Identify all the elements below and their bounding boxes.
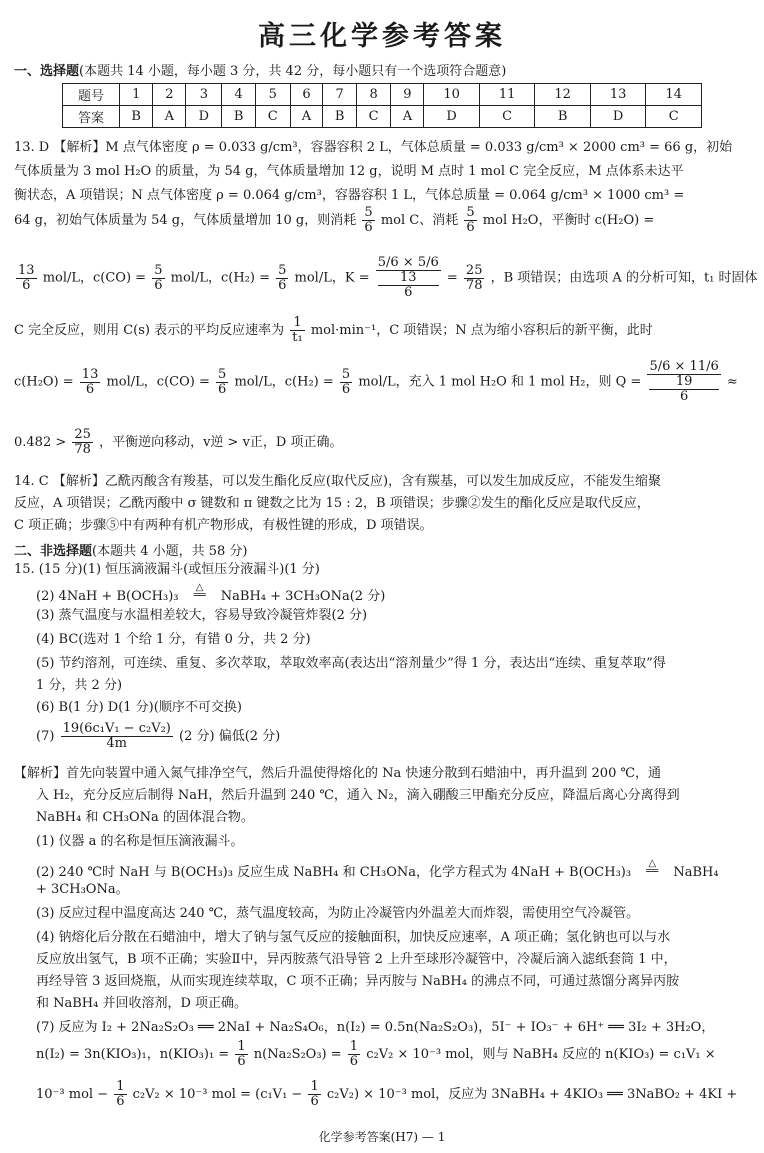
q15-analysis-1: 【解析】首先向装置中通入氮气排净空气，然后升温使得熔化的 Na 快速分散到石蜡油中，再升温到 200 ℃，通	[14, 766, 662, 781]
q15-analysis-6: + 3CH₃ONa。	[36, 882, 129, 897]
answer-cell: A	[290, 106, 323, 128]
q15-analysis-4: (1) 仪器 a 的名称是恒压滴液漏斗。	[36, 834, 244, 849]
q15-line-1: 15. (15 分)(1) 恒压滴液漏斗(或恒压分液漏斗)(1 分)	[14, 562, 320, 577]
question-number-cell: 2	[153, 84, 186, 106]
page-title: 高三化学参考答案	[258, 21, 506, 52]
question-number-cell: 6	[290, 84, 323, 106]
section-1-heading: 一、选择题(本题共 14 小题，每小题 3 分，共 42 分，每小题只有一个选项符合题意)	[14, 64, 507, 79]
answer-cell: B	[222, 106, 255, 128]
question-number-cell: 12	[535, 84, 591, 106]
q14-line-1: 14. C 【解析】乙酰丙酸含有羧基，可以发生酯化反应(取代反应)，含有羰基，可以发生加成反应，不能发生缩聚	[14, 474, 662, 489]
fraction: $\frac{1}{6}$	[237, 1039, 246, 1069]
question-number-cell: 4	[222, 84, 255, 106]
q15-line-5: (5) 节约溶剂，可连续、重复、多次萃取，萃取效率高(表达出“溶剂量少”得 1 分，表达出“连续、重复萃取”得	[36, 656, 666, 671]
q13-line-2: 气体质量为 3 mol H₂O 的质量，为 54 g，气体质量增加 12 g，说明 M 点时 1 mol C 完全反应，M 点体系未达平	[14, 164, 684, 179]
fraction: $\frac{\text{19(6c₁V₁ − c₂V₂)}}{4m}$	[62, 721, 171, 751]
fraction: $\frac{1}{6}$	[310, 1079, 319, 1109]
fraction: $\frac{25}{78}$	[74, 427, 91, 457]
q15-analysis-5: (2) 240 ℃时 NaH 与 B(OCH₃)₃ 反应生成 NaBH₄ 和 CH₃ONa，化学方程式为 4NaH + B(OCH₃)₃ △ ══ NaBH₄	[36, 858, 719, 880]
q15-analysis-8: (4) 钠熔化后分散在石蜡油中，增大了钠与氢气反应的接触面积，加快反应速率，A 项正确；氢化钠也可以与水	[36, 930, 671, 945]
q13-line-6: C 完全反应，则用 C(s) 表示的平均反应速率为 $\frac{1}{\text{t₁}}$ mol·min⁻¹，C 项错误；N 点为缩小容积后的新平衡，此时	[14, 315, 653, 345]
answer-cell: D	[186, 106, 222, 128]
answer-cell: B	[120, 106, 153, 128]
section-2-heading: 二、非选择题(本题共 4 小题，共 58 分)	[14, 544, 248, 559]
fraction: $\frac{5}{6}$	[278, 262, 287, 293]
question-number-cell: 1	[120, 84, 153, 106]
fraction: $\frac{5}{6}$	[341, 366, 351, 397]
question-number-cell: 11	[479, 84, 535, 106]
q15-line-6: 1 分，共 2 分)	[36, 678, 123, 693]
q15-analysis-9: 反应放出氢气，B 项不正确；实验Ⅱ中，异丙胺蒸气沿导管 2 上升至球形冷凝管中，冷凝后滴入滤纸套筒 1 中，	[36, 952, 677, 967]
q15-line-8: (7) $\frac{\text{19(6c₁V₁ − c₂V₂)}}{4m}$ (2 分) 偏低(2 分)	[36, 721, 281, 751]
fraction: $\frac{25}{78}$	[465, 262, 483, 293]
question-number-cell: 5	[255, 84, 290, 106]
question-number-cell: 14	[646, 84, 702, 106]
row-label-question: 题号	[63, 84, 120, 106]
q15-line-3: (3) 蒸气温度与水温相差较大，容易导致冷凝管炸裂(2 分)	[36, 608, 368, 623]
answer-table	[62, 83, 702, 128]
fraction: $\frac{13}{6}$	[81, 366, 99, 397]
question-number-cell: 9	[391, 84, 424, 106]
fraction: $\frac{1}{\text{t₁}}$	[292, 315, 303, 345]
fraction: 5/6 × 5/6 13 6	[377, 255, 439, 300]
q15-analysis-3: NaBH₄ 和 CH₃ONa 的固体混合物。	[36, 810, 254, 825]
q15-analysis-13: n(I₂) = 3n(KIO₃)₁，n(KIO₃)₁ = $\frac{1}{6}$ n(Na₂S₂O₃) = $\frac{1}{6}$ c₂V₂ × 10⁻³ mol，则与 NaBH₄ 反应的 n(KIO₃) = c₁V₁ ×	[36, 1039, 716, 1069]
answer-cell: D	[590, 106, 646, 128]
q15-analysis-11: 和 NaBH₄ 并回收溶剂，D 项正确。	[36, 996, 248, 1011]
answer-row	[63, 106, 702, 128]
q15-line-4: (4) BC(选对 1 个给 1 分，有错 0 分，共 2 分)	[36, 632, 311, 647]
section-1-note: (本题共 14 小题，每小题 3 分，共 42 分，每小题只有一个选项符合题意)	[79, 64, 507, 79]
fraction: $\frac{13}{6}$	[18, 262, 35, 293]
answer-cell: D	[424, 106, 480, 128]
question-number-cell: 3	[186, 84, 222, 106]
question-number-cell: 10	[424, 84, 480, 106]
question-number-cell: 7	[323, 84, 356, 106]
q13-line-1: 13. D 【解析】M 点气体密度 ρ = 0.033 g/cm³，容器容积 2 L，气体总质量 = 0.033 g/cm³ × 2000 cm³ = 66 g，初始	[14, 140, 733, 155]
answer-cell: C	[356, 106, 391, 128]
question-number-cell: 8	[356, 84, 391, 106]
page-footer: 化学参考答案(H7) — 1	[318, 1130, 446, 1144]
answer-cell: B	[535, 106, 591, 128]
section-2-note: (本题共 4 小题，共 58 分)	[92, 544, 248, 559]
fraction: 5/6 × 11/6 19 6	[649, 359, 719, 404]
q15-analysis-14: 10⁻³ mol − $\frac{1}{6}$ c₂V₂ × 10⁻³ mol = (c₁V₁ − $\frac{1}{6}$ c₂V₂) × 10⁻³ mol，反应为 3NaBH₄ + 4KIO₃ ══ 3NaBO₂ + 4KI +	[36, 1079, 738, 1109]
q14-line-3: C 项正确；步骤⑤中有两种有机产物形成，有极性键的形成，D 项错误。	[14, 518, 433, 533]
q15-analysis-2: 入 H₂，充分反应后制得 NaH，然后升温到 240 ℃，通入 N₂，滴入硼酸三甲酯充分反应，降温后离心分离得到	[36, 788, 680, 803]
q15-analysis-7: (3) 反应过程中温度高达 240 ℃，蒸气温度较高，为防止冷凝管内外温差大而炸裂，需使用空气冷凝管。	[36, 906, 640, 921]
fraction: $\frac{5}{6}$	[364, 205, 373, 235]
fraction: $\frac{1}{6}$	[349, 1039, 359, 1069]
fraction: $\frac{5}{6}$	[218, 366, 227, 397]
answer-cell: C	[646, 106, 702, 128]
q15-analysis-12: (7) 反应为 I₂ + 2Na₂S₂O₃ ══ 2NaI + Na₂S₄O₆，n(I₂) = 0.5n(Na₂S₂O₃)，5I⁻ + IO₃⁻ + 6H⁺ ══ 3I₂ + 3H₂O，	[36, 1020, 715, 1035]
fraction: $\frac{5}{6}$	[466, 205, 475, 235]
q13-line-8: 0.482 > $\frac{25}{78}$ ，平衡逆向移动，v逆 > v正，D 项正确。	[14, 427, 343, 457]
fraction: $\frac{5}{6}$	[154, 262, 163, 293]
question-number-row	[63, 84, 702, 106]
q15-analysis-10: 再经导管 3 返回烧瓶，从而实现连续萃取，C 项不正确；异丙胺与 NaBH₄ 的沸点不同，可通过蒸馏分离异丙胺	[36, 974, 680, 989]
answer-cell: C	[255, 106, 290, 128]
q15-line-7: (6) B(1 分) D(1 分)(顺序不可交换)	[36, 700, 242, 715]
question-number-cell: 13	[590, 84, 646, 106]
heat-condition-arrow: △ ══	[193, 582, 206, 601]
answer-cell: B	[323, 106, 356, 128]
q13-line-3: 衡状态，A 项错误；N 点气体密度 ρ = 0.064 g/cm³，容器容积 1 L，气体总质量 = 0.064 g/cm³ × 1000 cm³ =	[14, 188, 685, 203]
answer-cell: A	[153, 106, 186, 128]
heat-condition-arrow: △ ══	[646, 858, 659, 877]
q13-line-7: c(H₂O) = $\frac{13}{6}$ mol/L，c(CO) = $\frac{5}{6}$ mol/L，c(H₂) = $\frac{5}{6}$ mol/L，充入 1 mol H₂O 和 1 mol H₂，则 Q = 5/6 × 11/6 19 6 ≈	[14, 359, 738, 404]
q15-line-2: (2) 4NaH + B(OCH₃)₃ △ ══ NaBH₄ + 3CH₃ONa(2 分)	[36, 582, 386, 604]
row-label-answer: 答案	[63, 106, 120, 128]
answer-cell: A	[391, 106, 424, 128]
q13-line-4: 64 g，初始气体质量为 54 g，气体质量增加 10 g，则消耗 $\frac{5}{6}$ mol C、消耗 $\frac{5}{6}$ mol H₂O，平衡时 c(H₂O) =	[14, 205, 655, 235]
fraction: $\frac{1}{6}$	[116, 1079, 125, 1109]
q13-line-5: $\frac{13}{6}$ mol/L，c(CO) = $\frac{5}{6}$ mol/L，c(H₂) = $\frac{5}{6}$ mol/L，K = 5/6 × 5/6 13 6 = $\frac{25}{78}$ ，B 项错误；由选项 A 的分析可知，t₁ 时固体	[18, 255, 758, 300]
q14-line-2: 反应，A 项错误；乙酰丙酸中 σ 键数和 π 键数之比为 15 : 2，B 项错误；步骤②发生的酯化反应是取代反应，	[14, 496, 650, 511]
answer-cell: C	[479, 106, 535, 128]
